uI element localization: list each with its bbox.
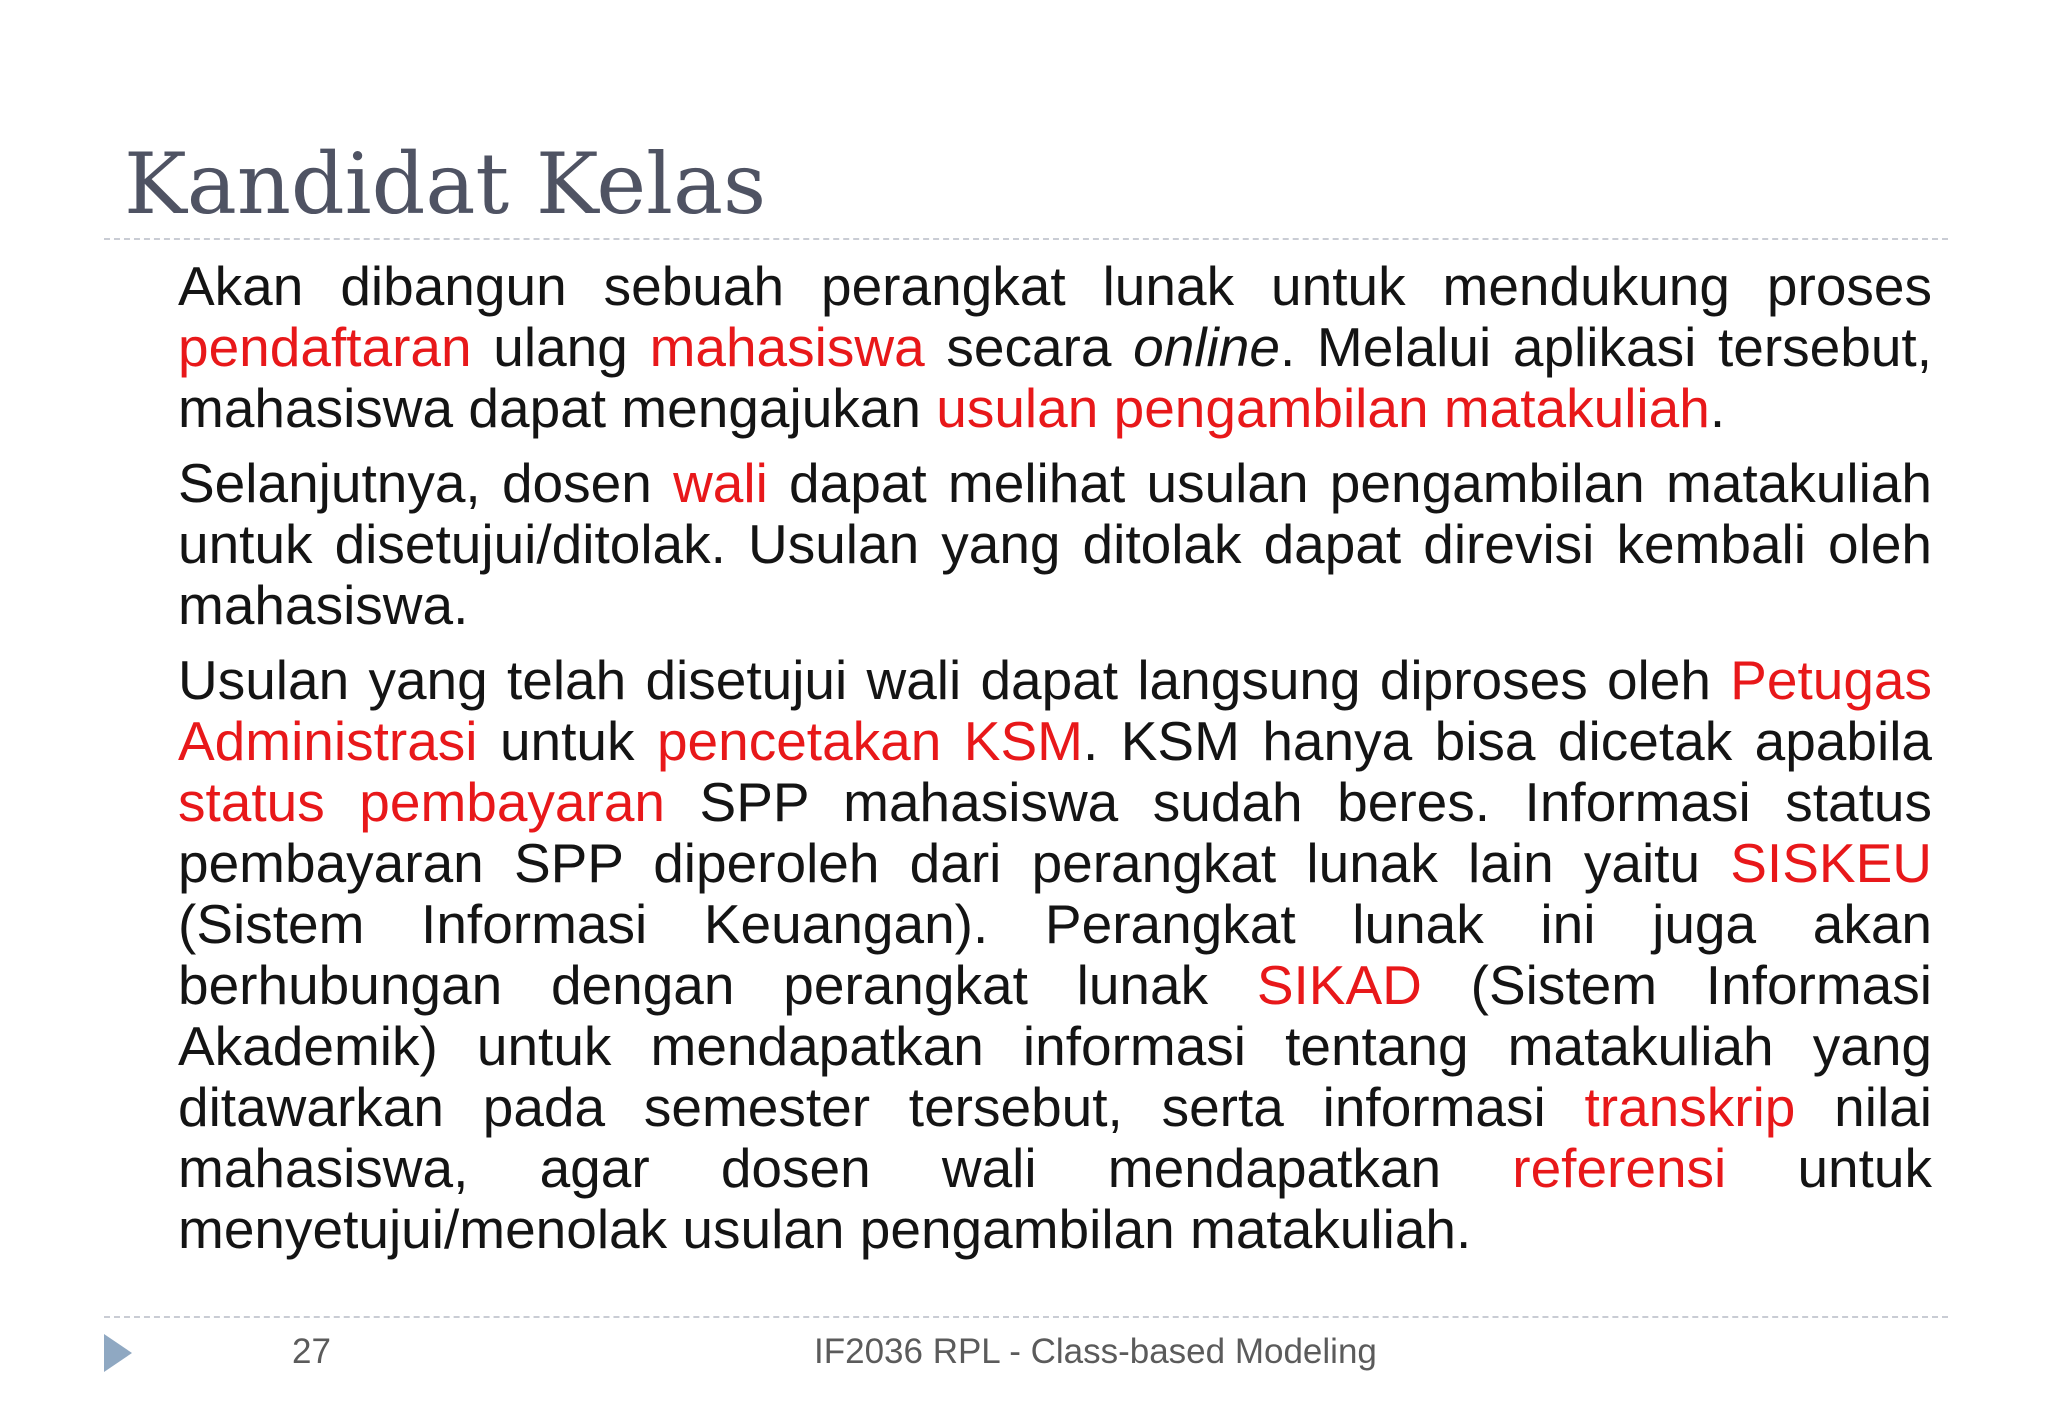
text-run: secara (924, 316, 1134, 378)
highlighted-term: transkrip (1584, 1076, 1796, 1138)
highlighted-term: mahasiswa (649, 316, 925, 378)
highlighted-term: Petugas Administrasi (178, 649, 1932, 772)
slide-title: Kandidat Kelas (124, 135, 767, 233)
highlighted-term: usulan pengambilan matakuliah (936, 377, 1710, 439)
text-run: Selanjutnya, dosen (178, 452, 674, 514)
text-run: Akan dibangun sebuah perangkat lunak untuk mendukung proses (178, 255, 1932, 317)
page-number: 27 (292, 1332, 331, 1371)
footer-divider (104, 1316, 1948, 1318)
footer-course-label: IF2036 RPL - Class-based Modeling (814, 1332, 1377, 1371)
highlighted-term: pencetakan KSM (656, 710, 1083, 772)
highlighted-term: SISKEU (1730, 832, 1932, 894)
triangle-right-icon (104, 1334, 132, 1372)
text-run: (Sistem Informasi Akademik) untuk mendapatkan informasi tentang matakuliah yang ditawarkan pada semester tersebut, serta informasi (178, 954, 1932, 1138)
paragraph (178, 453, 1932, 636)
text-run: untuk menyetujui/menolak usulan pengambilan matakuliah. (178, 1137, 1932, 1260)
paragraph (178, 650, 1932, 1260)
paragraph (178, 256, 1932, 439)
text-run: dapat melihat usulan pengambilan matakuliah untuk disetujui/ditolak. Usulan yang ditolak dapat direvisi kembali oleh mahasiswa. (178, 452, 1932, 636)
text-run: . Melalui aplikasi tersebut, mahasiswa dapat mengajukan (178, 316, 1932, 439)
highlighted-term: status pembayaran (178, 771, 666, 833)
text-run: Usulan yang telah disetujui wali dapat langsung diproses oleh (178, 649, 1731, 711)
highlighted-term: SIKAD (1256, 954, 1422, 1016)
slide-body (178, 256, 1932, 1260)
text-run: untuk (477, 710, 657, 772)
text-run: nilai mahasiswa, agar dosen wali mendapatkan (178, 1076, 1932, 1199)
title-divider (104, 238, 1948, 240)
italic-term: online (1133, 316, 1280, 378)
highlighted-term: referensi (1512, 1137, 1727, 1199)
text-run: . KSM hanya bisa dicetak apabila (1082, 710, 1933, 772)
highlighted-term: pendaftaran (178, 316, 472, 378)
text-run: (Sistem Informasi Keuangan). Perangkat lunak ini juga akan berhubungan dengan perangkat lunak (178, 893, 1932, 1016)
text-run: ulang (471, 316, 650, 378)
highlighted-term: wali (673, 452, 768, 514)
text-run: SPP mahasiswa sudah beres. Informasi status pembayaran SPP diperoleh dari perangkat lunak lain yaitu (178, 771, 1932, 894)
text-run: . (1709, 377, 1726, 439)
